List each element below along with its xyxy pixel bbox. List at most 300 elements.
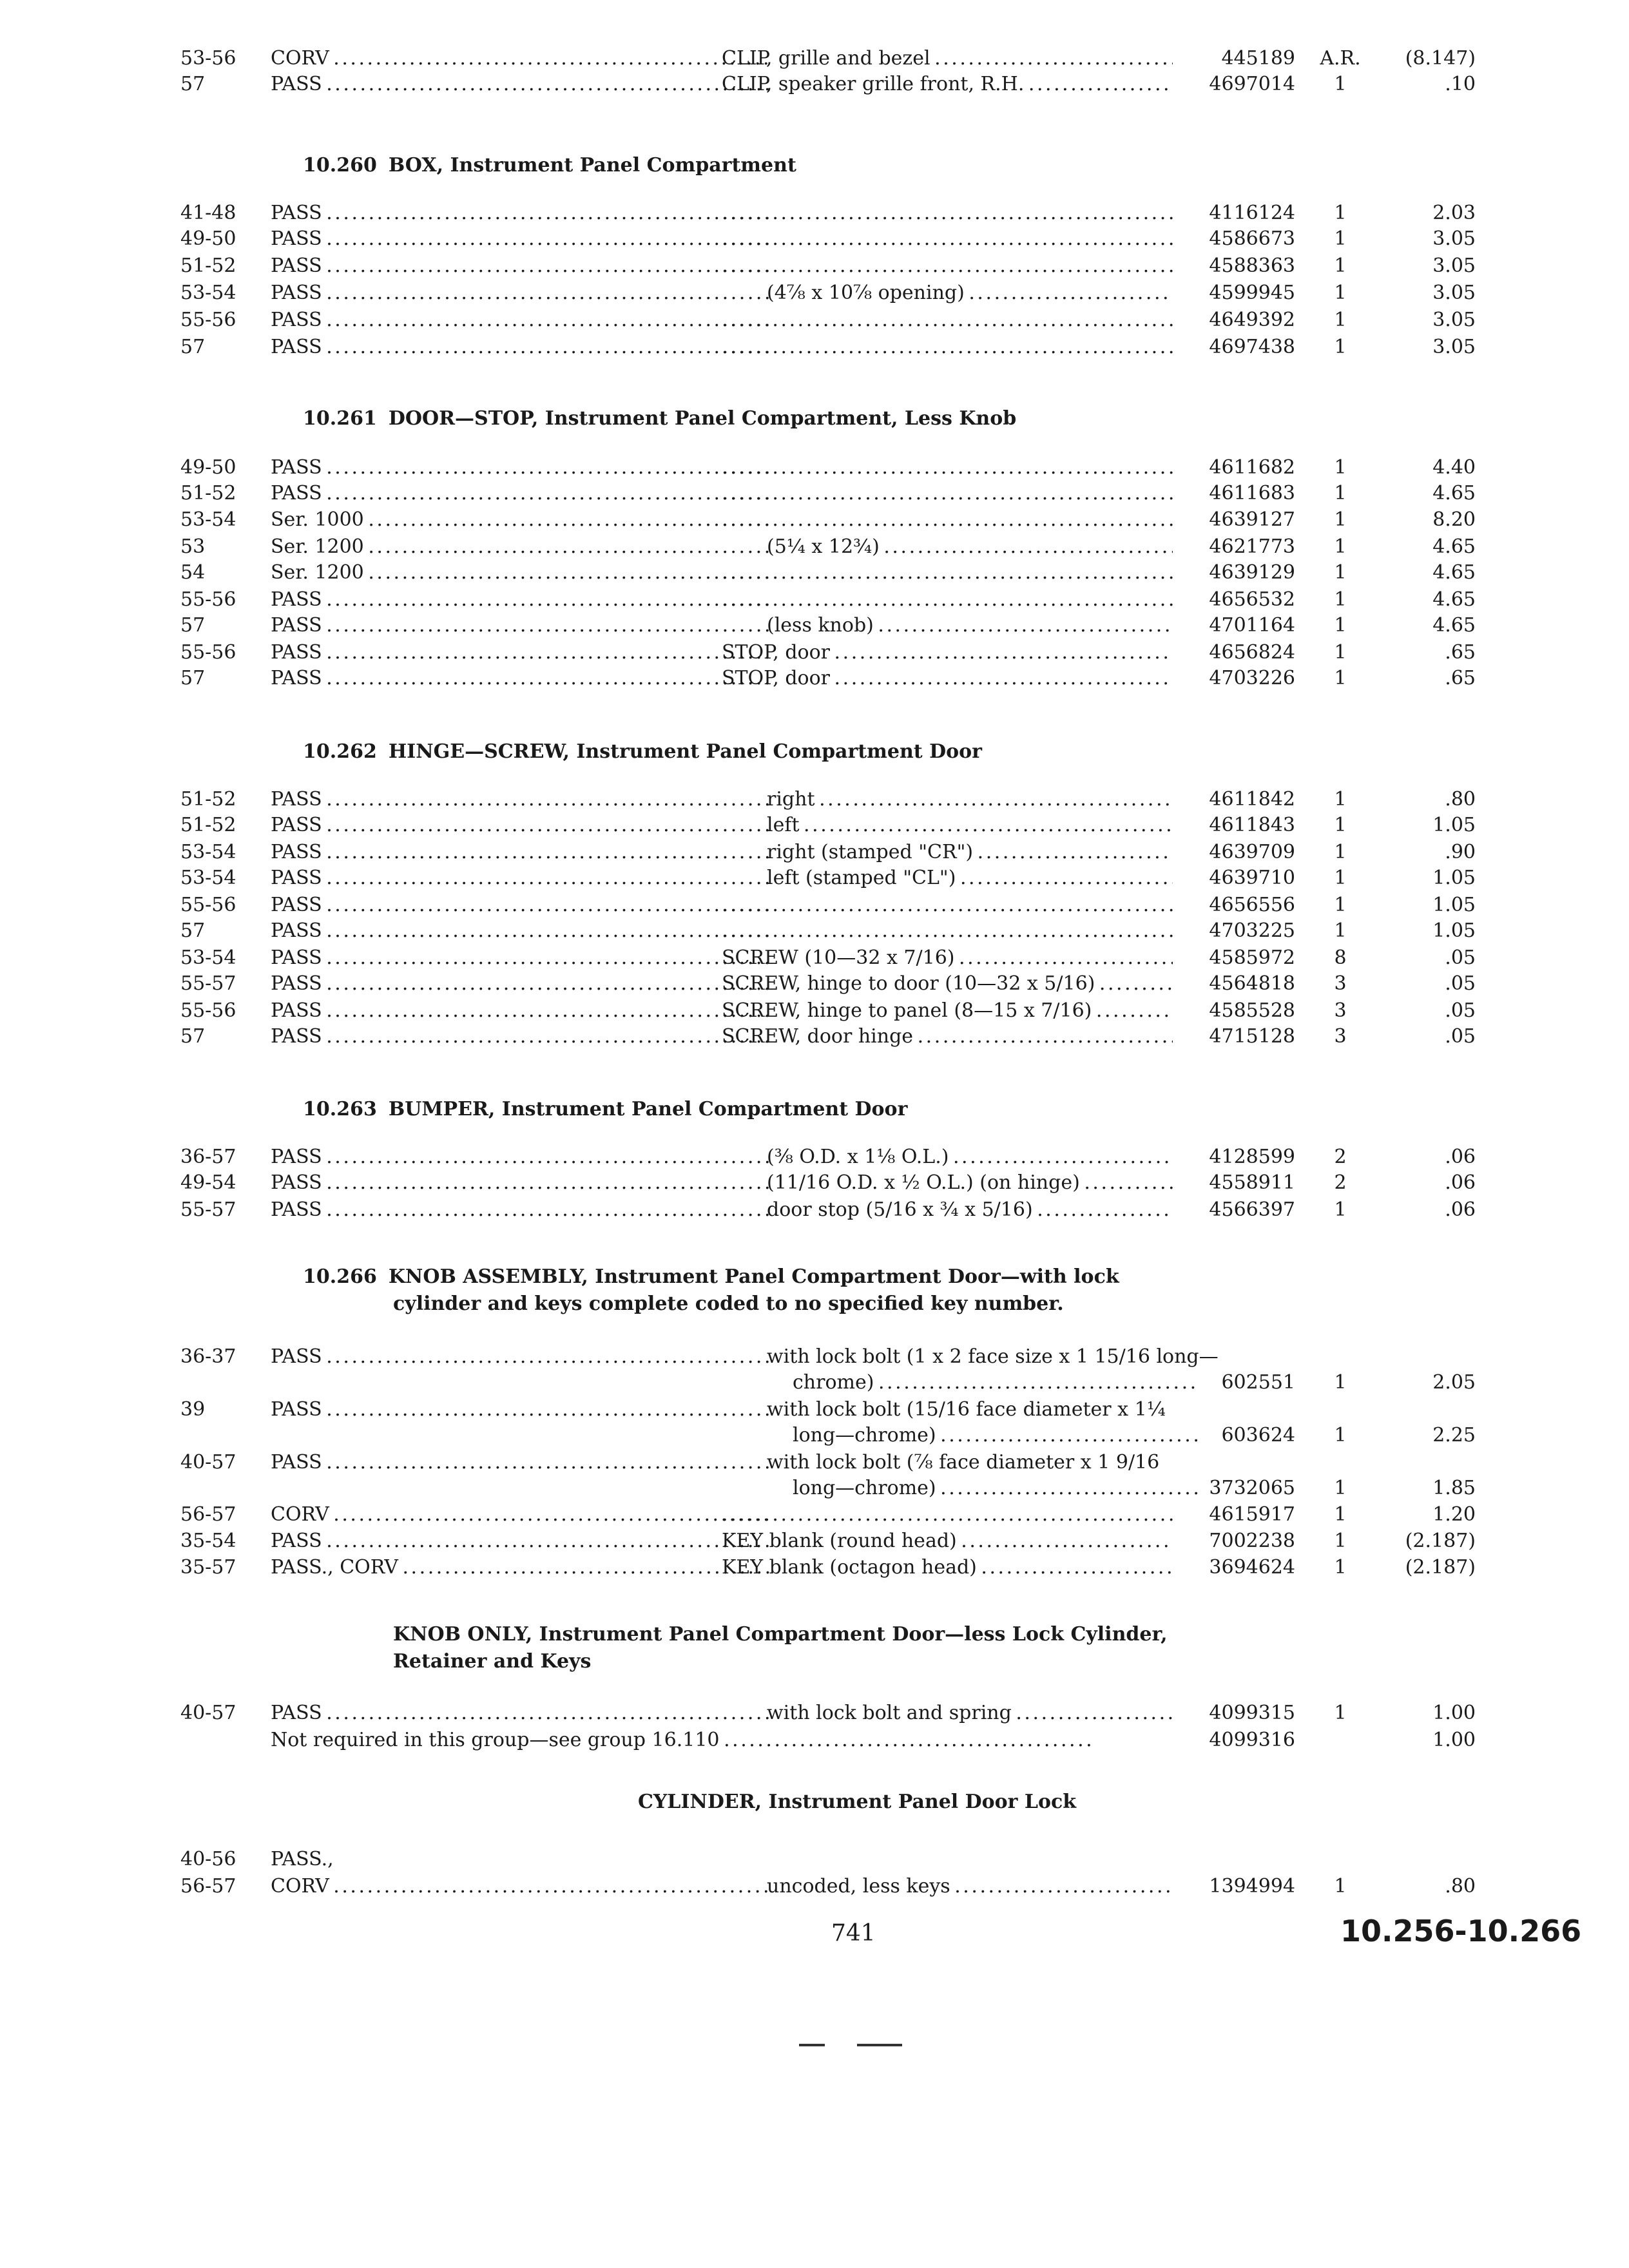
table-row [180, 533, 1476, 561]
quantity: 2 [1334, 1171, 1347, 1194]
part-description: right (stamped "CR") . . . [722, 839, 1173, 866]
list-price: 1.05 [1432, 867, 1476, 889]
list-price: .90 [1445, 841, 1476, 863]
table-row [180, 506, 1476, 533]
quantity: 3 [1334, 972, 1347, 995]
part-number: 4621773 [1209, 535, 1295, 558]
model-series: PASS . . . [271, 892, 773, 919]
part-description: SCREW, hinge to door (10—32 x 5/16) . . . [722, 970, 1173, 997]
part-number: 3694624 [1209, 1556, 1295, 1579]
model-series: PASS . . . [271, 945, 773, 972]
model-years: 51-52 [180, 814, 236, 836]
quantity: 1 [1334, 482, 1347, 505]
part-description [722, 480, 1173, 507]
part-description [722, 1501, 1173, 1528]
model-years: 57 [180, 614, 206, 637]
quantity: 1 [1334, 1477, 1347, 1499]
section-number: 10.262 [303, 740, 377, 763]
list-price: .80 [1445, 1875, 1476, 1898]
model-years: 40-57 [180, 1451, 236, 1474]
quantity: 1 [1334, 788, 1347, 811]
part-number: 4639710 [1209, 867, 1295, 889]
quantity: 1 [1334, 1530, 1347, 1552]
quantity: 1 [1334, 867, 1347, 889]
table-row [180, 892, 1476, 919]
model-series: PASS . . . [271, 612, 773, 639]
list-price: 4.65 [1432, 561, 1476, 584]
section-title-continued: Retainer and Keys [393, 1650, 592, 1673]
model-years: 40-56 [180, 1848, 236, 1870]
part-number: 7002238 [1209, 1530, 1295, 1552]
part-description: SCREW (10—32 x 7/16) . . . [722, 945, 1173, 972]
table-row-continued [180, 1422, 1476, 1449]
table-row [180, 45, 1476, 72]
quantity: 1 [1334, 841, 1347, 863]
list-price: .80 [1445, 788, 1476, 811]
list-price: 8.20 [1432, 508, 1476, 531]
part-number: 3732065 [1209, 1477, 1295, 1499]
list-price: (2.187) [1405, 1556, 1476, 1579]
model-years: 57 [180, 336, 206, 358]
table-row [180, 480, 1476, 507]
quantity: 1 [1334, 919, 1347, 942]
quantity: 1 [1334, 336, 1347, 358]
table-row-continued [180, 1369, 1476, 1396]
section-number: 10.263 [303, 1098, 377, 1120]
model-series: PASS . . . [271, 586, 773, 613]
model-series: PASS . . . [271, 1343, 773, 1370]
model-series: CORV . . . [271, 1501, 773, 1528]
list-price: 3.05 [1432, 255, 1476, 277]
model-series: PASS., [271, 1848, 334, 1870]
part-description: left (stamped "CL") . . . [722, 865, 1173, 892]
note-row [180, 1727, 1476, 1754]
model-series: PASS . . . [271, 997, 773, 1024]
table-row [180, 280, 1476, 307]
part-number: 4558911 [1209, 1171, 1295, 1194]
list-price: .65 [1445, 667, 1476, 689]
note-text: Not required in this group—see group 16.110 . . . [271, 1727, 1095, 1754]
list-price: .05 [1445, 999, 1476, 1022]
quantity: 1 [1334, 227, 1347, 250]
section-number: 10.266 [303, 1265, 377, 1288]
list-price: .06 [1445, 1171, 1476, 1194]
table-row [180, 1196, 1476, 1224]
section-title: HINGE—SCREW, Instrument Panel Compartment Door [388, 740, 982, 763]
model-series: PASS . . . [271, 918, 773, 945]
part-description-continued: chrome) . . . [722, 1369, 1199, 1396]
model-years: 53-56 [180, 47, 236, 70]
section-heading [303, 405, 1334, 433]
section-heading [393, 1620, 1424, 1649]
list-price: (2.187) [1405, 1530, 1476, 1552]
table-row [180, 1023, 1476, 1050]
list-price: 1.05 [1432, 894, 1476, 916]
quantity: 1 [1334, 1503, 1347, 1526]
model-series: PASS . . . [271, 1396, 773, 1423]
part-description: KEY blank (octagon head) . . . [722, 1554, 1173, 1581]
model-series: PASS . . . [271, 865, 773, 892]
list-price: 4.65 [1432, 482, 1476, 505]
model-series: PASS., CORV . . . [271, 1554, 773, 1581]
list-price: 4.65 [1432, 588, 1476, 611]
part-number: 4564818 [1209, 972, 1295, 995]
section-heading [638, 1788, 1629, 1816]
model-series: CORV . . . [271, 45, 773, 72]
part-number: 4715128 [1209, 1025, 1295, 1048]
model-years: 53-54 [180, 947, 236, 969]
model-years: 55-56 [180, 588, 236, 611]
list-price: .05 [1445, 1025, 1476, 1048]
list-price: 1.05 [1432, 919, 1476, 942]
part-number: 4611842 [1209, 788, 1295, 811]
table-row [180, 1873, 1476, 1900]
model-series: PASS . . . [271, 1169, 773, 1196]
section-title: CYLINDER, Instrument Panel Door Lock [638, 1791, 1077, 1813]
list-price: .06 [1445, 1146, 1476, 1168]
model-years: 51-52 [180, 482, 236, 505]
model-years: 55-57 [180, 972, 236, 995]
model-series: PASS . . . [271, 839, 773, 866]
part-description: (5¼ x 12¾) . . . [722, 533, 1173, 561]
model-years: 35-54 [180, 1530, 236, 1552]
part-number: 445189 [1221, 47, 1295, 70]
model-years: 53-54 [180, 867, 236, 889]
part-description: CLIP, grille and bezel . . . [722, 45, 1173, 72]
part-description: (less knob) . . . [722, 612, 1173, 639]
list-price: 3.05 [1432, 282, 1476, 304]
part-description [722, 892, 1173, 919]
part-number: 4639127 [1209, 508, 1295, 531]
model-years: 49-50 [180, 456, 236, 479]
part-number: 4615917 [1209, 1503, 1295, 1526]
list-price: .05 [1445, 947, 1476, 969]
part-number: 4611682 [1209, 456, 1295, 479]
quantity: 2 [1334, 1146, 1347, 1168]
quantity: 1 [1334, 894, 1347, 916]
model-series: Ser. 1200 . . . [271, 533, 773, 561]
part-number: 4611843 [1209, 814, 1295, 836]
section-heading [303, 738, 1334, 766]
quantity: 1 [1334, 1198, 1347, 1221]
model-years: 56-57 [180, 1503, 236, 1526]
list-price: 1.20 [1432, 1503, 1476, 1526]
model-series: PASS . . . [271, 1023, 773, 1050]
model-years: 39 [180, 1398, 206, 1421]
list-price: 1.00 [1432, 1702, 1476, 1724]
section-title: BOX, Instrument Panel Compartment [388, 154, 796, 177]
list-price: 1.00 [1432, 1729, 1476, 1751]
table-row [180, 865, 1476, 892]
part-description [722, 200, 1173, 227]
model-series: Ser. 1000 . . . [271, 506, 773, 533]
part-description: CLIP, speaker grille front, R.H. . . . [722, 71, 1173, 98]
part-description [722, 307, 1173, 334]
model-years: 41-48 [180, 202, 236, 224]
part-number: 4697014 [1209, 73, 1295, 95]
model-series: PASS . . . [271, 307, 773, 334]
table-row [180, 970, 1476, 997]
model-years: 57 [180, 1025, 206, 1048]
model-series: Ser. 1200 . . . [271, 559, 773, 586]
model-series: PASS . . . [271, 665, 773, 692]
model-years: 55-56 [180, 894, 236, 916]
list-price: 1.85 [1432, 1477, 1476, 1499]
model-series: PASS . . . [271, 1700, 773, 1727]
model-years: 49-54 [180, 1171, 236, 1194]
page-number: 741 [831, 1920, 876, 1946]
table-row [180, 1846, 1456, 1873]
part-number: 4099315 [1209, 1702, 1295, 1724]
model-years: 53-54 [180, 841, 236, 863]
table-row [180, 1343, 1456, 1370]
section-heading [303, 1263, 1334, 1291]
model-years: 56-57 [180, 1875, 236, 1898]
table-row [180, 812, 1476, 839]
part-description: STOP, door . . . [722, 639, 1173, 666]
table-row [180, 559, 1476, 586]
part-description: with lock bolt (15/16 face diameter x 1¼ [767, 1398, 1166, 1421]
table-row [180, 1700, 1476, 1727]
part-description: left . . . [722, 812, 1173, 839]
table-row [180, 307, 1476, 334]
model-years: 40-57 [180, 1702, 236, 1724]
list-price: 2.25 [1432, 1424, 1476, 1446]
section-title: KNOB ONLY, Instrument Panel Compartment Door—less Lock Cylinder, [393, 1623, 1168, 1646]
part-number: 4639709 [1209, 841, 1295, 863]
model-years: 36-37 [180, 1345, 236, 1368]
quantity: A.R. [1320, 47, 1361, 70]
model-years: 35-57 [180, 1556, 236, 1579]
table-row [180, 918, 1476, 945]
model-years: 57 [180, 73, 206, 95]
section-title: KNOB ASSEMBLY, Instrument Panel Compartment Door—with lock [388, 1265, 1119, 1288]
part-description [722, 334, 1173, 361]
table-row [180, 253, 1476, 280]
model-series: PASS . . . [271, 226, 773, 253]
part-number: 4585972 [1209, 947, 1295, 969]
section-heading [303, 151, 1334, 180]
table-row [180, 334, 1476, 361]
model-series: PASS . . . [271, 334, 773, 361]
quantity: 1 [1334, 202, 1347, 224]
list-price: .05 [1445, 972, 1476, 995]
model-years: 53-54 [180, 282, 236, 304]
part-number: 4099316 [1209, 1729, 1295, 1751]
part-number: 4656532 [1209, 588, 1295, 611]
quantity: 1 [1334, 1875, 1347, 1898]
model-years: 51-52 [180, 788, 236, 811]
model-series: CORV . . . [271, 1873, 773, 1900]
quantity: 1 [1334, 588, 1347, 611]
quantity: 1 [1334, 73, 1347, 95]
table-row [180, 454, 1476, 481]
part-number: 4656556 [1209, 894, 1295, 916]
list-price: .65 [1445, 641, 1476, 664]
model-series: PASS . . . [271, 71, 773, 98]
quantity: 1 [1334, 1371, 1347, 1394]
model-years: 55-56 [180, 309, 236, 331]
model-years: 36-57 [180, 1146, 236, 1168]
part-number: 4116124 [1209, 202, 1295, 224]
part-number: 4701164 [1209, 614, 1295, 637]
quantity: 1 [1334, 614, 1347, 637]
quantity: 1 [1334, 561, 1347, 584]
quantity: 1 [1334, 309, 1347, 331]
table-row [180, 586, 1476, 613]
quantity: 1 [1334, 282, 1347, 304]
quantity: 1 [1334, 255, 1347, 277]
table-row [180, 612, 1476, 639]
part-number: 1394994 [1209, 1875, 1295, 1898]
list-price: 3.05 [1432, 336, 1476, 358]
list-price: 2.03 [1432, 202, 1476, 224]
quantity: 3 [1334, 1025, 1347, 1048]
part-description: KEY blank (round head) . . . [722, 1528, 1173, 1555]
model-years: 57 [180, 667, 206, 689]
part-number: 4585528 [1209, 999, 1295, 1022]
model-series: PASS . . . [271, 280, 773, 307]
model-series: PASS . . . [271, 1144, 773, 1171]
quantity: 1 [1334, 456, 1347, 479]
table-row [180, 226, 1476, 253]
part-description [722, 454, 1173, 481]
model-series: PASS . . . [271, 454, 773, 481]
part-description: with lock bolt (1 x 2 face size x 1 15/16 long— [767, 1345, 1219, 1368]
model-years: 55-56 [180, 641, 236, 664]
part-description [722, 559, 1173, 586]
part-description: SCREW, door hinge . . . [722, 1023, 1173, 1050]
quantity: 3 [1334, 999, 1347, 1022]
model-series: PASS . . . [271, 253, 773, 280]
part-description: (⅜ O.D. x 1⅛ O.L.) . . . [722, 1144, 1173, 1171]
table-row [180, 1501, 1476, 1528]
model-series: PASS . . . [271, 1449, 773, 1476]
part-number: 4586673 [1209, 227, 1295, 250]
part-number: 4566397 [1209, 1198, 1295, 1221]
part-description: uncoded, less keys . . . [722, 1873, 1173, 1900]
part-number: 4656824 [1209, 641, 1295, 664]
part-number: 4639129 [1209, 561, 1295, 584]
part-description-continued: long—chrome) . . . [722, 1475, 1199, 1502]
part-description: with lock bolt (⅞ face diameter x 1 9/16 [767, 1451, 1160, 1474]
quantity: 1 [1334, 1556, 1347, 1579]
part-description: SCREW, hinge to panel (8—15 x 7/16) . . . [722, 997, 1173, 1024]
part-number: 4697438 [1209, 336, 1295, 358]
part-number: 4703225 [1209, 919, 1295, 942]
model-years: 55-57 [180, 1198, 236, 1221]
table-row [180, 639, 1476, 666]
list-price: 3.05 [1432, 309, 1476, 331]
quantity: 1 [1334, 1424, 1347, 1446]
section-title: DOOR—STOP, Instrument Panel Compartment, Less Knob [388, 407, 1017, 430]
list-price: 4.65 [1432, 535, 1476, 558]
model-series: PASS . . . [271, 480, 773, 507]
part-description [722, 226, 1173, 253]
part-number: 4588363 [1209, 255, 1295, 277]
part-number: 4128599 [1209, 1146, 1295, 1168]
table-row [180, 945, 1476, 972]
table-row [180, 786, 1476, 813]
model-series: PASS . . . [271, 812, 773, 839]
model-series: PASS . . . [271, 639, 773, 666]
list-price: 4.65 [1432, 614, 1476, 637]
model-years: 53-54 [180, 508, 236, 531]
section-number: 10.260 [303, 154, 377, 177]
list-price: .06 [1445, 1198, 1476, 1221]
quantity: 1 [1334, 814, 1347, 836]
model-years: 49-50 [180, 227, 236, 250]
scan-artifact [799, 2044, 825, 2046]
section-title-continued: cylinder and keys complete coded to no specified key number. [393, 1293, 1064, 1315]
part-description: (4⅞ x 10⅞ opening) . . . [722, 280, 1173, 307]
quantity: 1 [1334, 535, 1347, 558]
scan-artifact [857, 2044, 902, 2046]
part-number: 602551 [1221, 1371, 1295, 1394]
quantity: 8 [1334, 947, 1347, 969]
table-row [180, 1396, 1456, 1423]
table-row [180, 1449, 1456, 1476]
part-description [722, 253, 1173, 280]
quantity: 1 [1334, 508, 1347, 531]
list-price: 4.40 [1432, 456, 1476, 479]
section-number: 10.261 [303, 407, 377, 430]
table-row [180, 665, 1476, 692]
list-price: 3.05 [1432, 227, 1476, 250]
part-description: STOP, door . . . [722, 665, 1173, 692]
section-title: BUMPER, Instrument Panel Compartment Door [388, 1098, 908, 1120]
model-years: 53 [180, 535, 206, 558]
model-series: PASS . . . [271, 1196, 773, 1224]
model-years: 57 [180, 919, 206, 942]
table-row [180, 839, 1476, 866]
quantity: 1 [1334, 667, 1347, 689]
model-series: PASS . . . [271, 1528, 773, 1555]
group-range: 10.256-10.266 [1340, 1914, 1582, 1948]
list-price: 1.05 [1432, 814, 1476, 836]
model-years: 55-56 [180, 999, 236, 1022]
table-row [180, 71, 1476, 98]
table-row [180, 1169, 1476, 1196]
list-price: (8.147) [1405, 47, 1476, 70]
part-number: 603624 [1221, 1424, 1295, 1446]
part-description [722, 918, 1173, 945]
part-description [722, 586, 1173, 613]
part-number: 4703226 [1209, 667, 1295, 689]
section-heading [303, 1095, 1334, 1124]
table-row [180, 200, 1476, 227]
part-number: 4649392 [1209, 309, 1295, 331]
part-description: right . . . [722, 786, 1173, 813]
model-series: PASS . . . [271, 970, 773, 997]
part-description: door stop (5/16 x ¾ x 5/16) . . . [722, 1196, 1173, 1224]
table-row [180, 1528, 1476, 1555]
part-description-continued: long—chrome) . . . [722, 1422, 1199, 1449]
quantity: 1 [1334, 1702, 1347, 1724]
part-description: (11/16 O.D. x ½ O.L.) (on hinge) . . . [722, 1169, 1173, 1196]
model-years: 51-52 [180, 255, 236, 277]
list-price: .10 [1445, 73, 1476, 95]
quantity: 1 [1334, 641, 1347, 664]
table-row [180, 997, 1476, 1024]
table-row [180, 1554, 1476, 1581]
part-description: with lock bolt and spring . . . [722, 1700, 1173, 1727]
part-number: 4599945 [1209, 282, 1295, 304]
model-series: PASS . . . [271, 200, 773, 227]
table-row-continued [180, 1475, 1476, 1502]
model-series: PASS . . . [271, 786, 773, 813]
model-years: 54 [180, 561, 206, 584]
